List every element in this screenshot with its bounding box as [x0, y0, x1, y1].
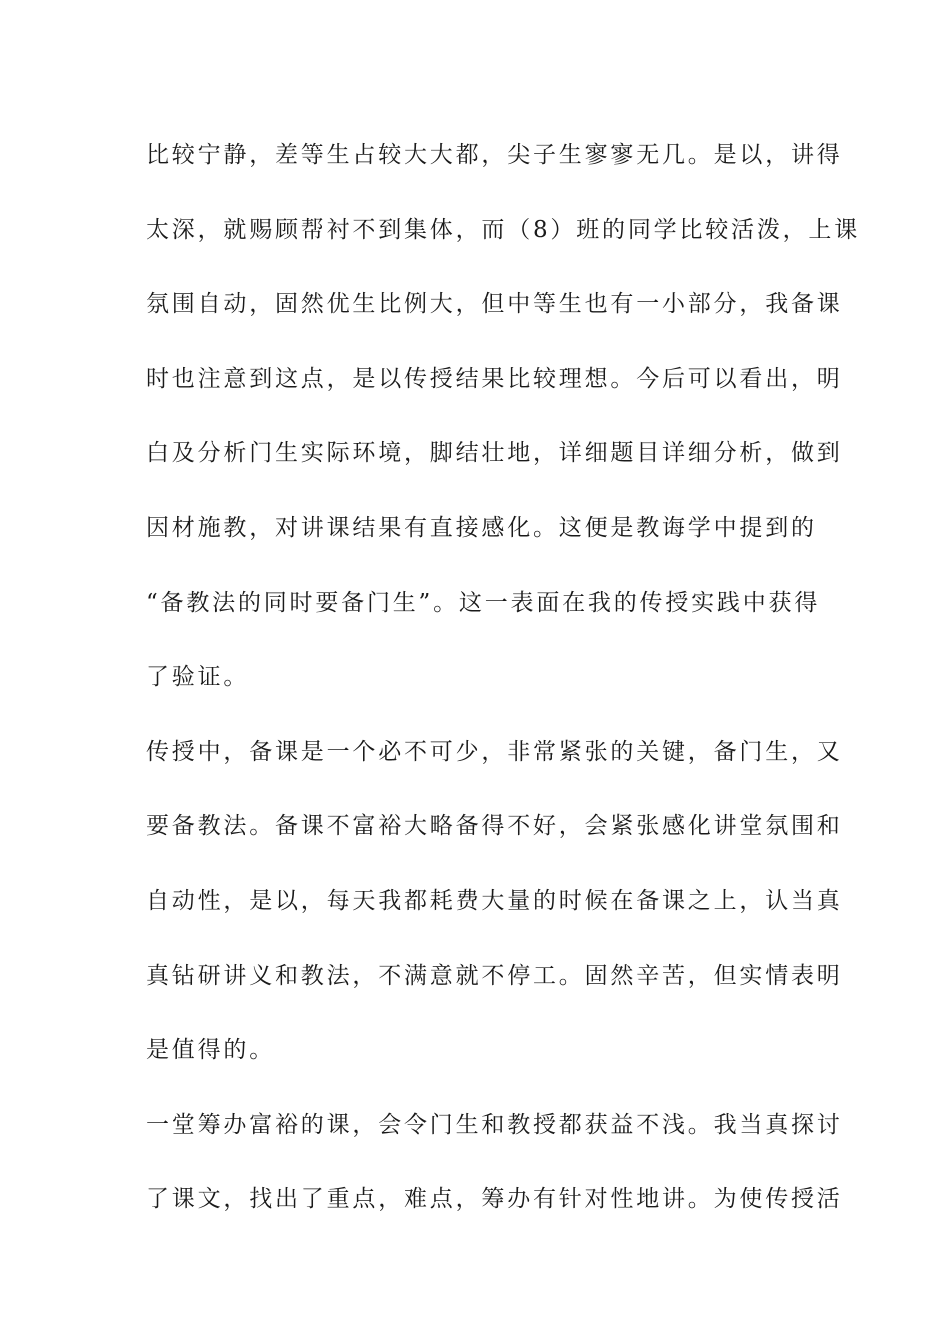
text-line: 白及分析门生实际环境，脚结壮地，详细题目详细分析，做到 — [146, 440, 843, 467]
text-line: “备教法的同时要备门生”。这一表面在我的传授实践中获得 — [146, 589, 821, 616]
text-line: 要备教法。备课不富裕大略备得不好，会紧张感化讲堂氛围和 — [146, 813, 843, 840]
paragraph-1 — [146, 130, 861, 727]
text-line: 氛围自动，固然优生比例大，但中等生也有一小部分，我备课 — [146, 291, 843, 318]
text-line: 一堂筹办富裕的课，会令门生和教授都获益不浅。我当真探讨 — [146, 1111, 843, 1138]
text-line: 因材施教，对讲课结果有直接感化。这便是教诲学中提到的 — [146, 514, 817, 541]
text-line: 自动性，是以，每天我都耗费大量的时候在备课之上，认当真 — [146, 887, 843, 914]
text-line: 太深，就赐顾帮衬不到集体，而（8）班的同学比较活泼，上课 — [146, 216, 861, 243]
text-line: 了验证。 — [146, 664, 250, 691]
text-line: 了课文，找出了重点，难点，筹办有针对性地讲。为使传授活 — [146, 1186, 843, 1213]
text-line: 传授中，备课是一个必不可少，非常紧张的关键，备门生，又 — [146, 738, 843, 765]
text-line: 时也注意到这点，是以传授结果比较理想。今后可以看出，明 — [146, 365, 843, 392]
paragraph-2 — [146, 727, 843, 1100]
document-page — [146, 130, 861, 1249]
text-line: 是值得的。 — [146, 1037, 275, 1064]
text-line: 比较宁静，差等生占较大大都，尖子生寥寥无几。是以，讲得 — [146, 142, 843, 168]
paragraph-3 — [146, 1100, 843, 1249]
text-line: 真钻研讲义和教法，不满意就不停工。固然辛苦，但实情表明 — [146, 962, 843, 989]
